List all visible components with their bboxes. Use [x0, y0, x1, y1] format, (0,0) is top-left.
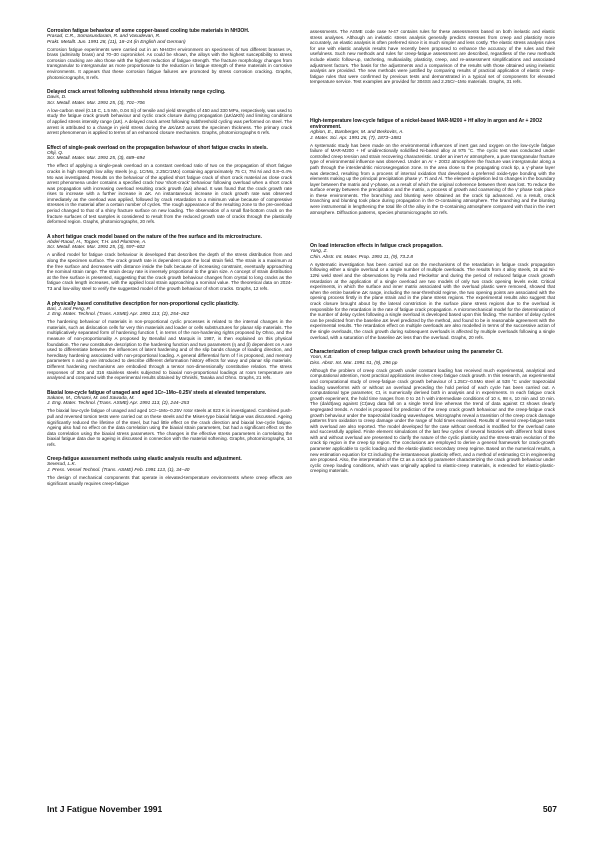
abstract-title: A physically based constitutive description for non-proportional cyclic plasticity. [47, 300, 239, 307]
abstract-citation: J. Eng. Mater. Technol. (Trans. ASME) Apr. 1991 113, (2), 244–253 [47, 401, 190, 407]
abstract-authors: Yoon, K.B. [310, 355, 333, 361]
abstract-title: Biaxial low-cycle fatigue of unaged and aged 1Cr–1Mo–0.25V steels at elevated temperature. [47, 389, 267, 396]
abstract-citation: Scr. Metall. Mater. Mar. 1991 25, (3), 689–694 [47, 156, 145, 162]
abstract-title: Delayed crack arrest following subthreshold stress intensity range cycling. [47, 89, 226, 96]
abstract-entry [47, 456, 292, 486]
abstract-citation: J. Mater. Sci. Apr. 1991 26, (7), 1873–1881 [310, 135, 402, 141]
abstract-body: assessments. The ASME code case N-47 contains rules for these assessments based on both inelastic and elastic stress analyses. Although an inelastic stress analysis generally predicts stresses from creep and plasticity more accurately, an elastic analysis is often preferred since it is much simpler and less costly. The elastic stress analysis rules for use with elastic analysis results have recently been proposed to enhance the accuracy of the rules and their usefulness. Such new methods and rules for creep-fatigue assessment are described, regardless of the new methods include elastic follow-up, ratcheting, multiaxiality, plasticity, creep, and re-assessment simplifications and associated adjustment factors. The basis for the adjustments and a comparison of the results with those obtained using inelastic analysis are provided. The new methods were justified by comparing results of practical application of elastic creep-fatigue rules that were confirmed by previous tests and demonstrated in a typical set of components for elevated temperature service. Test examples are provided for 304SS and 2.25Cr–1Mo materials. Graphs, 31 refs. [310, 29, 555, 85]
abstract-body: Corrosion fatigue experiments were carried out in an NH4OH environment on specimens of two different brasses IA, brass (admiralty brass) and 70–30 cupronickel. As could be shown, the alloys with the highest susceptibility to stress corrosion cracking are also those with the highest reduction of fatigue strength. The fracture morphology changes from transgranular to intergranular as more proportionate to the reduction in fatigue strength of these materials in corrosive environments. It appears that these corrosion fatigue failures are promoted by stress corrosion cracking. Graphs, photomicrographs, 8 refs. [47, 46, 292, 80]
journal-issue-label: Int J Fatigue November 1991 [47, 804, 163, 814]
abstract-citation: Chin. Abstr. Int. Mater. Prop. 1991 11, (9), 73.2.8 [310, 254, 414, 260]
abstract-body: The hardening behaviour of materials in non-proportional cyclic processes is related to the internal changes in the materials, such as dislocation cells for very thin materials and loader or cells substructures for planar slip materials. The multiplicatively separated form of hardening function f, in terms of the non-hardening rights proposed by Ohno, and the measure of non-proportionality A proposed by Benallal and Marquis in 1987, is then explained on this physical foundation. The new constitutive description to the hardening function and two parameters (η and β) dependent on A are used to differentiate between the influences of latent hardening and of the slip bands change of loading direction, and hereditary hardening associated with non-proportional loading. A general differential form of f is proposed, and memory parameters n and φ are introduced to describe different deformation history effects for wavy and planar slip materials. Different hardening mechanisms are embodied through a tensor non-dimensionally constitutive relation. The stress responses of 304 and 316 stainless steels subjected to biaxial non-proportional loadings at room temperature are analysed and compared with the experimental results obtained by Ohnishi, Tanaka and Ohno. Graphs, 21 refs. [47, 319, 292, 381]
page-footer [47, 804, 557, 814]
abstract-citation: Diss. Abstr. Int. Mar. 1991 51, (9), 296 pp [310, 360, 398, 366]
abstract-body: A systematic study has been made on the environmental influences of inert gas and oxygen on the low-cycle fatigue failure of MAR-M200 + Hf unidirectionally solidified Ni-based alloy at 975 °C. The cyclic test was conducted under controlled creep tension and strain recovering characteristic. Under an inert Ar atmosphere, a pure transgranular fracture type of environmental influence was observed. Under an Ar + 20O2 atmosphere the fracture was intergranular along a path through the interdendritic microsegregation zone. In the area close to the propagating crack tip, a γ′-phase layer was detected, resulting from a process of internal oxidation that developed a preferred oxide-type bonding with the elements making up the principal precipitation phase γ′. Ti and Al. The element-depletion led to changes in the boundary layer between the matrix and γ′-phase, as a result of which the original coherence between them was lost. To reduce the surface energy between the precipitation and the matrix, a process of growth and coarsening of the γ′ phase took place in these environments. The branching and blunting were obtained as the crack tip advanced. As a result, crack branching and blunting took place during propagation in the O-containing atmosphere. The branching and the blunting were instrumental in lengthening the total life of the alloy in the O-containing atmosphere compared with that in the inert atmosphere. Diffraction patterns, species photomicrographs 10 refs. [310, 142, 555, 215]
abstract-body: A low-carbon steel (0.18 C, 1.5 Mn, 0.04 Si) of tensile and yield strengths of 450 and 330 MPa, respectively, was used to study the fatigue crack growth behaviour and cyclic crack closure during propagation (ΔK/ΔKth) and limiting conditions of applied stress intensity range (ΔK). A delayed crack arrest following subthreshold cycling was performed on steel. The arrest is attributed to a change in yield stress during the ΔK/ΔK0 across the specimen thickness. The primary crack arrest phenomenon is applied to terms of an enhanced closure mechanism. Graphs, photomicrographs 6 refs. [47, 107, 292, 136]
abstract-body: The design of mechanical components that operate in elevated-temperature environments where creep effects are significant usually requires creep-fatigue [47, 475, 292, 486]
abstract-title: Corrosion fatigue behaviour of some copper-based cooling tube materials in NH3OH. [47, 28, 250, 34]
abstract-continuation [310, 29, 555, 85]
abstract-entry [47, 234, 292, 292]
abstract-entry [310, 243, 555, 340]
abstract-authors: Yang, Z. [310, 249, 328, 255]
abstract-title: Creep-fatigue assessment methods using elastic analysis results and adjustment. [47, 456, 242, 463]
abstract-body: A unified model for fatigue crack behaviour is developed that describes the depth of the stress distribution from and along the specimen surface. The crack growth rate is dependent upon the local strain field. The strain is a maximum at the free surface and decreases with distance inside the bulk because of increasing constraint, eventually approaching the nominal strain range. The strain decay rate is inversely proportional to the grain size. A concept of strain distribution at the free surface is presented, suggesting that the crack growth behaviour changes from crystal to long cracks as the fatigue crack length increases, with the applied local strain approaching a nominal value. The theoretical data on 2024-T3 and low-alloy steel to verify the suggested model of the growth behaviour of short cracks. Graphs, 12 refs. [47, 252, 292, 291]
abstract-citation: Scr. Metall. Mater. Mar. 1991 25, (3), 597–602 [47, 245, 145, 251]
abstract-title: A short fatigue crack model based on the nature of the free surface and its microstructure. [47, 233, 262, 240]
abstract-citation: Prakt. Metallt. Jun. 1991 28, (11), 18–24 (in English and German) [47, 39, 186, 45]
right-column [310, 28, 555, 483]
left-column [47, 28, 292, 495]
abstract-entry [47, 390, 292, 448]
abstract-authors: Abdel-Raouf, H., Topper, T.H. and Plumtree, A. [47, 239, 147, 245]
abstract-body: The effect of applying a single-peak overload on a constant overload ratio of two on the propagation of short fatigue cracks in high strength low alloy steels (e.g. 1CrMo, 2.25Cr1Mo) containing approximately 75 Cr, 7Ni Ni and 0.8–0.4% Mo was investigated. Results on the behaviour of the applied short fatigue crack of short crack material as close crack arrest phenomena under contains a specified crack how 'short-crack' behaviour following overload when a short crack was propagation with increasing overload resulting crack growth (Δa) ahead. It was found that the crack growth rate rises to increase with a further increase in ΔK. An instantaneous increase in crack growth rate was observed immediately as the overload was applied, followed by crack retardation to a minimum value because of compressive stresses in the material after a certain number of cycles. The rough appearance of the resulting zone to the pre-overload period changed to that of a shiny fracture surface on new loading. The observation of a small flat-bottom crack on the fracture surfaces of test samples is considered to result from the reduced growth rate of cracks through the plastically deformed region. Graphs, photomicrographs, 20 refs. [47, 163, 292, 225]
column-gap [310, 224, 555, 243]
abstract-entry [47, 28, 292, 80]
abstract-authors: Bari, J. and Peng, P. [47, 306, 91, 312]
abstract-body: A systematic investigation has been carried out on the mechanisms of the retardation in fatigue crack propagation following either a single overload or a single number of multiple overloads. The results from 4 alloy steels, 16 and Ni-12Ni weld steel and the observations by Fella and Fleckeltor and during the period of reduced fatigue crack growth retardation at the application of a single overload are two models of only two crack opening levels exist. Critical experiments, in which the surface and inner matrix associated with the overload plastic were removed, showed that when the entire baseline ΔK range, including the near-threshold regime, the two opening points are associated with the opening process firstly in the plane strain and in the plane stress regions. The experimental results also suggest that crack closure brought about by the lateral constriction in the surface plane stress regions due to the overload is responsible for the retardation in the rate of fatigue crack propagation. A micromechanical model for the determination of the number of delay cycles following a single overload is developed based upon this finding. The number of delay cycles can be predicted from the baseline ΔK level predicted by the method, and found to be in reasonable agreement with the experimental results. The retardation effect on multiple overloads are also modelled in terms of the successive action of the single overloads, the crack growth during subsequent overloads is affected by multiple overloads following a single overload, with a saturation of the baseline ΔK less than the overload. Graphs, 20 refs. [310, 261, 555, 340]
abstract-authors: Sakane, M., Ohnami, M. and Sawada, M. [47, 395, 135, 401]
abstract-citation: J. Eng. Mater. Technol. (Trans. ASME) Apr. 1991 113, (2), 254–262 [47, 312, 190, 318]
abstract-citation: J. Press. Vessel Technol. (Trans. ASME) Feb. 1991 113, (1), 34–40 [47, 468, 190, 474]
abstract-title: Effect of single-peak overload on the propagation behaviour of short fatigue cracks in steels. [47, 144, 268, 151]
abstract-body: The biaxial low-cycle fatigue of unaged and aged 1Cr–1Mo–0.25V rotor steels at 823 K is investigated. Combined push-pull and reversed torsion tests were carried out on these steels and the Mises-type biaxial fatigue was discussed. Ageing significantly reduced the lifetime of the steel, but had little effect on the crack direction and biaxial low-cycle fatigue. Ageing also had no effect on the data correlation using the biaxial strain parameters, but had a significant effect on the data correlation using the biaxial stress parameters. The changes in the effective stress parameters in correlating the biaxial fatigue data due to ageing is discussed in connection with the material softening. Graphs, photomicrographs, 14 refs. [47, 408, 292, 447]
abstract-authors: Davis, D. [47, 95, 67, 101]
abstract-title: Characterization of creep fatigue crack growth behaviour using the parameter Ct. [310, 349, 503, 356]
abstract-authors: Prasad, C.R., Somasundaram, R. and Vasudevan, R. [47, 34, 161, 39]
column-gap [310, 94, 555, 118]
abstract-title: On load interaction effects in fatigue crack propagation. [310, 243, 443, 250]
abstract-entry [310, 118, 555, 215]
abstract-entry [47, 89, 292, 136]
abstract-authors: Ohji, Q. [47, 150, 64, 156]
abstract-authors: Severud, L.K. [47, 462, 77, 468]
abstract-entry [47, 145, 292, 225]
abstract-entry [310, 349, 555, 474]
abstract-entry [47, 301, 292, 381]
page-number: 507 [542, 804, 557, 814]
abstract-body: Although the problem of creep crack growth under constant loading has received much experimental, analytical and computational attention, most practical applications involve creep fatigue crack growth. In this research, an experimental and computational study of creep-fatigue crack growth behaviour of 1.25Cr–0.5Mo steel at 538 °C under trapezoidal loading waveforms with or without an overload preceding the hold period of each cycle has been carried out. A computational type parameter, Ct, is numerically derived both in analysis and in experiments. In each fatigue crack growth experiment, the hold time ranges from 0 to 24 h with intermediate conditions of 10 s, 98 s, 10 min and 10 min. The (da/dt)avg against (Ct)avg data fall on a single trend line whereas the trend of data against Ct shows clearly segregated trends. A model is proposed for prediction of the creep crack growth behaviour and the creep-fatigue crack growth behaviour under the trapezoidal loading waveshapes. Micrographs reveal a transition of the creep crack damage patterns from oxidation to creep damage under the range of hold times examined. Results of several creep-fatigue tests with overload are also reported. The model developed for the case without overload is modified for the overload case and successfully applied. Finite element simulations of the last few cycles of several histories with different hold times with and without overload are presented to clarify the nature of the cyclic plasticity and the stress-strain evolution of the crack tip region in the creep tip region. The conclusions are employed to derive a general framework for crack-growth parameter applicable to cyclic loading and the elastic-plastic secondary creep regime. Based on the numerical results, a new estimation equation for Ct including the instantaneous plasticity effect, and a method of estimating Ct in engineering are proposed. Also, the interpretation of the Ct as a crack tip parameter characterizing the crack growth behaviour under cyclic creep loading conditions, which was originally applied to elastic-creep materials, is extended for elastic-plastic-creeping materials. [310, 367, 555, 474]
abstract-title: High-temperature low-cycle fatigue of a nickel-based MAR-M200 + Hf alloy in argon and Ar + 20O2 environment. [310, 117, 543, 130]
abstract-citation: Scr. Metall. Mater. Mar. 1991 25, (3), 701–706 [47, 100, 145, 106]
abstract-authors: Aghion, E., Bamberger, M. and Berkovits, A. [310, 129, 404, 135]
